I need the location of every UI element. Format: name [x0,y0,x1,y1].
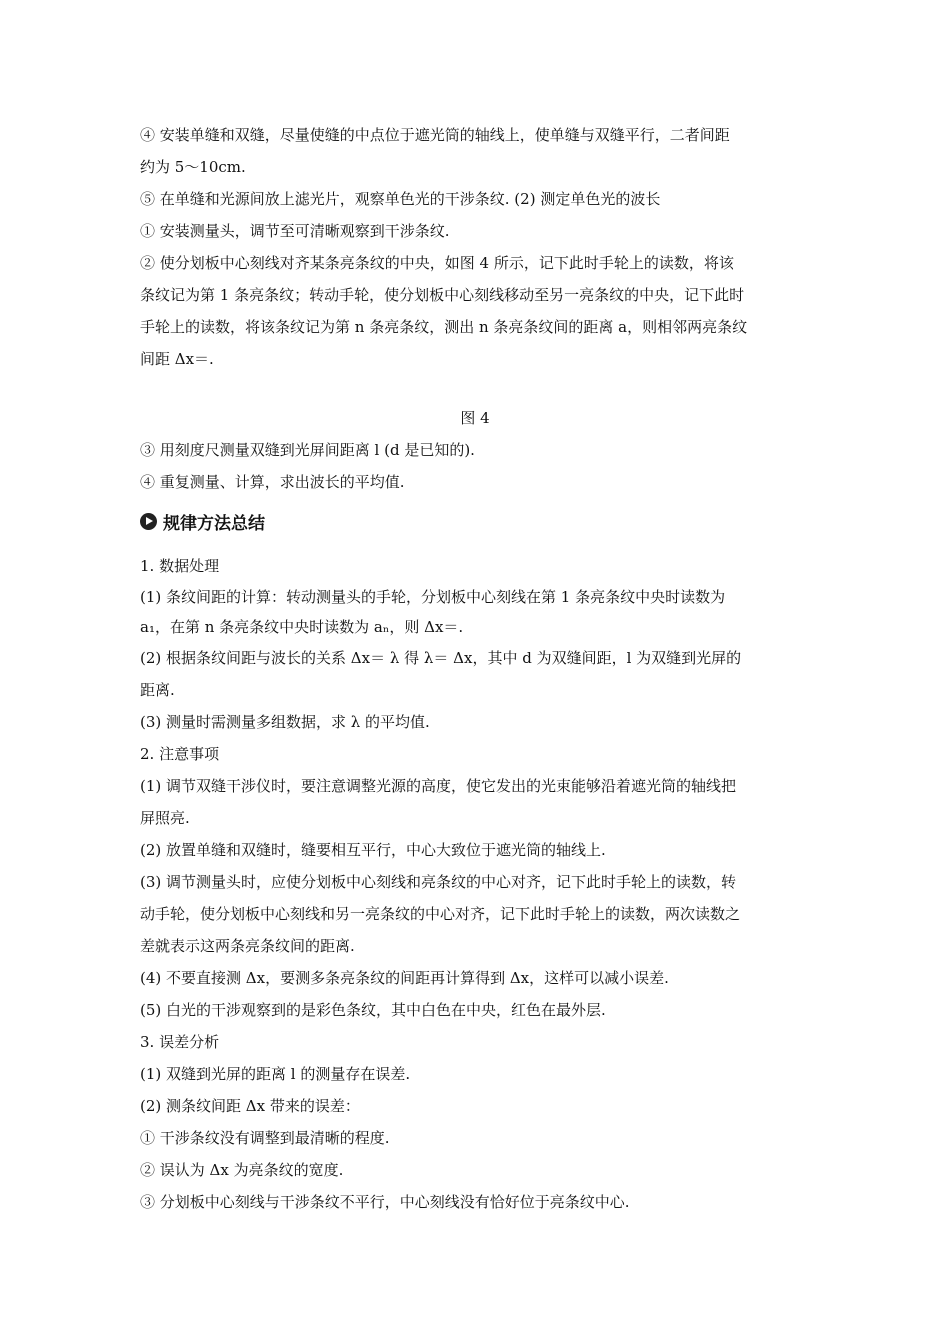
text-line: 手轮上的读数，将该条纹记为第 n 条亮条纹，测出 n 条亮条纹间的距离 a，则相邻两亮条纹 [140,318,748,336]
text-line: ⑤ 在单缝和光源间放上滤光片，观察单色光的干涉条纹. (2) 测定单色光的波长 [140,190,661,208]
text-line: ③ 分划板中心刻线与干涉条纹不平行，中心刻线没有恰好位于亮条纹中心. [140,1193,630,1211]
text-line: (2) 放置单缝和双缝时，缝要相互平行，中心大致位于遮光筒的轴线上. [140,841,606,859]
text-line: (4) 不要直接测 Δx，要测多条亮条纹的间距再计算得到 Δx，这样可以减小误差. [140,969,669,987]
text-line: ② 误认为 Δx 为亮条纹的宽度. [140,1161,344,1179]
text-line: (1) 调节双缝干涉仪时，要注意调整光源的高度，使它发出的光束能够沿着遮光筒的轴线把 [140,777,737,795]
text-line: 屏照亮. [140,809,190,827]
text-line: ① 干涉条纹没有调整到最清晰的程度. [140,1129,390,1147]
text-line: 3. 误差分析 [140,1033,220,1051]
text-line: 1. 数据处理 [140,557,220,575]
text-line: 2. 注意事项 [140,745,220,763]
text-line: ② 使分划板中心刻线对齐某条亮条纹的中央，如图 4 所示，记下此时手轮上的读数，将该 [140,254,734,272]
text-line: ④ 重复测量、计算，求出波长的平均值. [140,473,405,491]
text-line: (1) 双缝到光屏的距离 l 的测量存在误差. [140,1065,411,1083]
figure-caption: 图 4 [460,409,490,427]
play-icon [140,513,157,530]
text-line: (1) 条纹间距的计算：转动测量头的手轮，分划板中心刻线在第 1 条亮条纹中央时读数为 [140,588,726,606]
text-line: (5) 白光的干涉观察到的是彩色条纹，其中白色在中央，红色在最外层. [140,1001,606,1019]
text-line: 差就表示这两条亮条纹间的距离. [140,937,355,955]
text-line: ③ 用刻度尺测量双缝到光屏间距离 l (d 是已知的). [140,441,475,459]
section-heading [140,508,265,534]
text-line: (2) 测条纹间距 Δx 带来的误差： [140,1097,360,1115]
text-line: (3) 调节测量头时，应使分划板中心刻线和亮条纹的中心对齐，记下此时手轮上的读数，转 [140,873,737,891]
text-line: 距离. [140,681,175,699]
text-line: 约为 5～10cm. [140,158,246,176]
text-line: ④ 安装单缝和双缝，尽量使缝的中点位于遮光筒的轴线上，使单缝与双缝平行，二者间距 [140,126,730,144]
text-line: 条纹记为第 1 条亮条纹；转动手轮，使分划板中心刻线移动至另一亮条纹的中央，记下此时 [140,286,745,304]
text-line: a₁，在第 n 条亮条纹中央时读数为 aₙ，则 Δx＝. [140,618,464,636]
section-title: 规律方法总结 [163,513,265,534]
text-line: (3) 测量时需测量多组数据，求 λ 的平均值. [140,713,430,731]
text-line: 动手轮，使分划板中心刻线和另一亮条纹的中心对齐，记下此时手轮上的读数，两次读数之 [140,905,741,923]
text-line: 间距 Δx＝. [140,350,214,368]
text-line: ① 安装测量头，调节至可清晰观察到干涉条纹. [140,222,450,240]
text-line: (2) 根据条纹间距与波长的关系 Δx＝ λ 得 λ＝ Δx，其中 d 为双缝间距，l 为双缝到光屏的 [140,649,742,667]
